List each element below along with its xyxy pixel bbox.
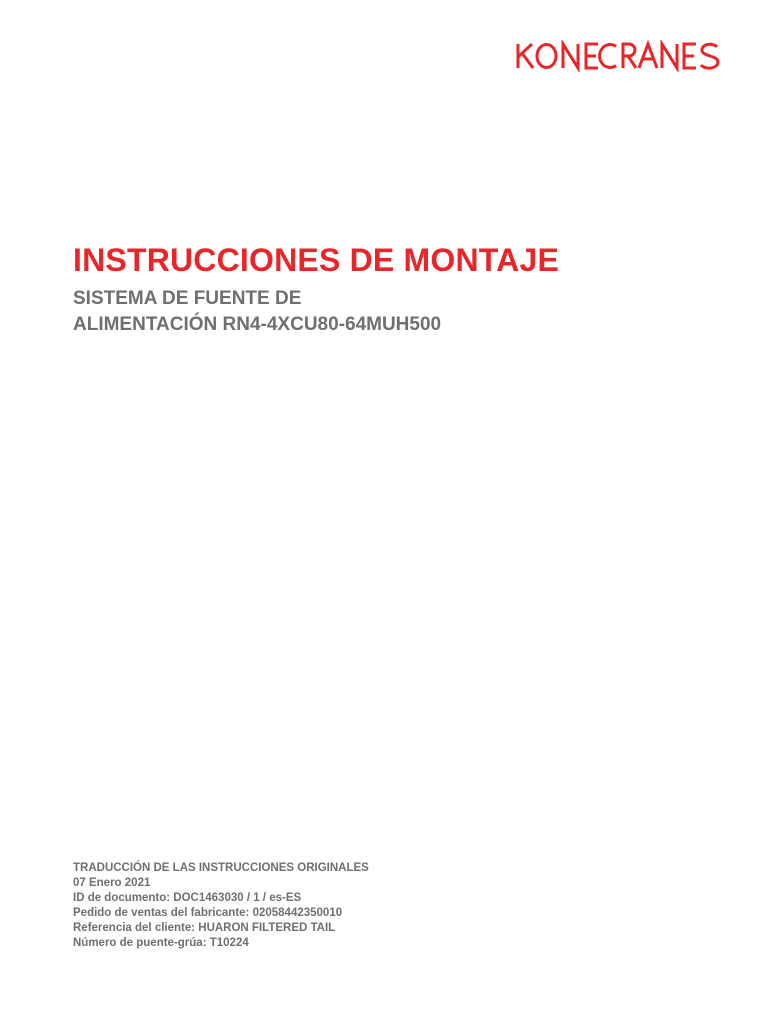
crane-number: Número de puente-grúa: T10224 (73, 937, 249, 949)
sales-order-number: Pedido de ventas del fabricante: 02058442350010 (73, 907, 343, 919)
document-metadata (73, 861, 693, 951)
document-title: INSTRUCCIONES DE MONTAJE (73, 242, 560, 278)
subtitle-line: SISTEMA DE FUENTE DE (73, 288, 302, 309)
document-id: ID de documento: DOC1463030 / 1 / es-ES (73, 892, 302, 904)
document-subtitle (73, 286, 713, 338)
konecranes-logo (515, 40, 728, 72)
translation-note: TRADUCCIÓN DE LAS INSTRUCCIONES ORIGINALES (73, 862, 369, 874)
customer-reference: Referencia del cliente: HUARON FILTERED TAIL (73, 922, 336, 934)
title-block (73, 240, 713, 338)
subtitle-line: ALIMENTACIÓN RN4-4XCU80-64MUH500 (73, 314, 442, 335)
document-date: 07 Enero 2021 (73, 877, 151, 889)
